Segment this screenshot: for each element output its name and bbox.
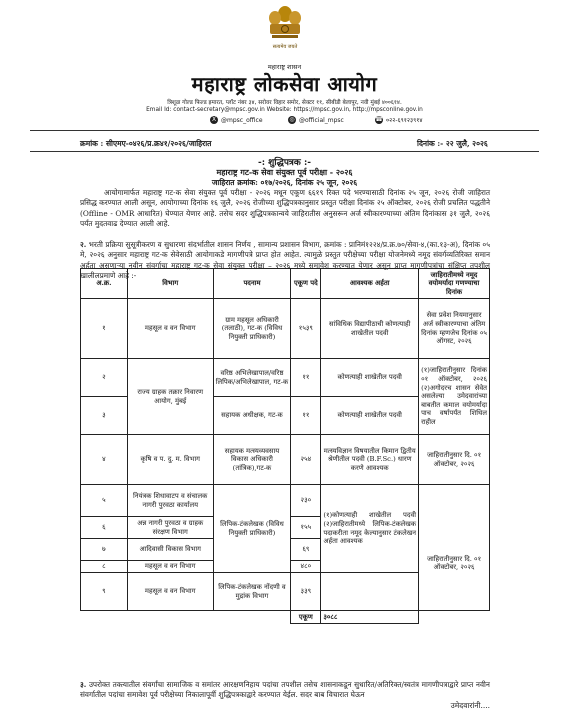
total-value: ३०८८ (321, 611, 419, 624)
cell-count: २३० (291, 485, 321, 517)
reference-date: दिनांक :- २२ जुलै, २०२६ (417, 139, 488, 148)
cell-post: सहायक अधीक्षक, गट-क (213, 397, 291, 435)
cell-department: राज्य ग्राहक तक्रार निवारण आयोग, मुंबई (127, 359, 213, 435)
exam-title: महाराष्ट्र गट-क सेवा संयुक्त पूर्व परीक्षा - २०२६ (216, 167, 353, 177)
cell-department: आदिवासी विकास विभाग (127, 539, 213, 561)
col-header-sr: अ.क्र. (81, 269, 128, 299)
x-twitter-icon: X (211, 116, 217, 123)
cell-qualification (321, 573, 419, 611)
social-x-label: @mpsc_office (221, 116, 263, 124)
reference-number: क्रमांक : सीएमए-०४२६/प्र.क्र४१/२०२६/जाहिरात (80, 139, 212, 148)
cell-department: महसूल व वन विभाग (127, 561, 213, 573)
phone-contact (375, 116, 423, 124)
cell-qualification: मत्स्यविज्ञान विषयातील किमान द्वितीय श्रेणीतील पदवी (B.F.Sc.) धारण करणे आवश्यक (321, 435, 419, 485)
cell-sr: ४ (81, 435, 128, 485)
cell-post: लिपिक-टंकलेखक (विविध नियुक्ती प्राधिकारी) (213, 485, 291, 573)
total-label: एकूण (291, 611, 321, 624)
social-links (0, 116, 569, 126)
cell-age-date: जाहिरातीनुसार दि. ०१ ऑक्टोबर, २०२६ (419, 517, 490, 611)
paragraph-1: आयोगामार्फत महाराष्ट्र गट-क सेवा संयुक्त पूर्व परीक्षा - २०२६ मधून एकूण ६६१९ रिक्त पदे भरण्यासाठी दिनांक २५ जून, २०२६ रोजी जाहिरात प्रसिद्ध करण्यात आली असून, आयोगाच्या दिनांक १६ जुलै, २०२६ रोजीच्या शुद्धिपत्रकानुसार प्रस्तुत परीक्षा दिनांक २५ ऑक्टोबर, २०२६ रोजी प्रचलित पद्धतीने (Offline - OMR आधारित) घेण्यात येणार आहे. तसेच सदर शुद्धिपत्रकान्वये जाहिरातीस अनुसरून अर्ज स्वीकारण्याच्या अंतिम दिनांकास ३१ जुलै, २०२६ पर्यंत मुदतवाढ देण्यात आली आहे. (80, 188, 490, 228)
cell-count: ११ (291, 397, 321, 435)
cell-qualification: (१)कोणत्याही शाखेतील पदवी (२)जाहिरातीमध्ये लिपिक-टंकलेखक पदाकरीता नमूद केल्यानुसार टंकलेखन अर्हता आवश्यक (321, 485, 419, 573)
cell-age-date: सेवा प्रवेश नियमानुसार अर्ज स्वीकारण्याचा अंतिम दिनांक म्हणजेच दिनांक ०५ ऑगस्ट, २०२६ (419, 299, 490, 359)
table-row (81, 359, 490, 397)
col-header-post: पदनाम (213, 269, 291, 299)
cell-sr: ५ (81, 485, 128, 517)
paragraph-3-text: उपरोक्त तक्त्यातील संवर्गांचा सामाजिक व समांतर आरक्षणनिहाय पदांचा तपशील तसेच शासनाकडून सुधारित/अतिरिक्त/स्वतंत्र मागणीपत्राद्वारे प्राप्त नवीन संवर्गातील पदांचा समावेश पूर्व परीक्षेच्या निकालापूर्वी शुद्धिपत्रकाद्वारे करण्यात येईल. सदर बाब विचारात घेऊन (80, 680, 490, 700)
paragraph-3-number: ३. (80, 680, 87, 689)
cell-department: कृषि व प. दु. म. विभाग (127, 435, 213, 485)
cell-sr: १ (81, 299, 128, 359)
cell-post: वरिष्ठ अभिलेखापाल/वरिष्ठ लिपिक/अभिलेखापाल, गट-क (213, 359, 291, 397)
government-emblem-icon (262, 4, 308, 62)
cell-age-date: (१)जाहिरातीनुसार दिनांक ०१ ऑक्टोबर, २०२६ (२)अगोदरच शासन सेवेत असलेल्या उमेदवारांच्या बाबतीत कमाल वयोमर्यादा पाच वर्षापर्यंत शिथिल राहील (419, 359, 490, 435)
cell-qualification: सांविधिक विद्यापीठाची कोणत्याही शाखेतील पदवी (321, 299, 419, 359)
cell-count: ११ (291, 359, 321, 397)
cell-age-date (419, 485, 490, 517)
cell-count: १५३९ (291, 299, 321, 359)
col-header-department: विभाग (127, 269, 213, 299)
cell-count: ३३९ (291, 573, 321, 611)
cell-count: २५४ (291, 435, 321, 485)
office-address: त्रिशूळ गोल्ड फिल्ड इमारत, प्लॉट नंबर ३४, सरोवर विहार समोर, सेक्टर ११, सीबीडी बेलापूर, नवी मुंबई ४००६१४. (167, 100, 402, 106)
cell-sr: ९ (81, 573, 128, 611)
contact-line: Email Id: contact-secretary@mpsc.gov.in Website: https://mpsc.gov.in, http://mpsconline.gov.in (146, 107, 423, 113)
cell-post: ग्राम महसूल अधिकारी (तलाठी), गट-क (विविध नियुक्ती प्राधिकारी) (213, 299, 291, 359)
instagram-icon: ◎ (289, 116, 295, 123)
header-divider (30, 130, 539, 131)
cell-department: महसूल व वन विभाग (127, 573, 213, 611)
cell-count: ६९ (291, 539, 321, 561)
table-header-row (81, 269, 490, 299)
continuation-text: उमेदवारांनी.... (450, 701, 490, 710)
cell-post: सहायक मत्स्यव्यवसाय विकास अधिकारी (तांत्रिक),गट-क (213, 435, 291, 485)
social-x[interactable] (210, 116, 263, 124)
corrigendum-title: -: शुद्धिपत्रक :- (257, 158, 312, 168)
issuing-government: महाराष्ट्र शासन (267, 63, 302, 71)
cell-count: ४८० (291, 561, 321, 573)
cell-department: महसूल व वन विभाग (127, 299, 213, 359)
cell-count: १५५ (291, 517, 321, 539)
cell-qualification: कोणत्याही शाखेतील पदवी (321, 397, 419, 435)
vacancy-table (80, 268, 490, 624)
table-total-row (81, 611, 490, 624)
cell-sr: ८ (81, 561, 128, 573)
organization-title: महाराष्ट्र लोकसेवा आयोग (191, 72, 378, 96)
cell-department: नियंत्रक शिधावाटप व संचालक नागरी पुरवठा कार्यालय (127, 485, 213, 517)
reference-divider (30, 151, 539, 152)
table-row (81, 299, 490, 359)
cell-sr: ७ (81, 539, 128, 561)
cell-age-date: जाहिरातीनुसार दि. ०१ ऑक्टोबर, २०२६ (419, 435, 490, 485)
paragraph-2-text: भरती प्रक्रिया सुसूत्रीकरण व सुधारणा संदर्भातील शासन निर्णय , सामान्य प्रशासन विभाग, क्रमांक : प्रानिमं१२२४/प्र.क्र.७०/सेवा-४,(का.१३-अ), दिनांक ०५ मे, २०२६ अनुसार महाराष्ट्र गट-क सेवेसाठी आयोगाकडे मागणीपत्रे प्राप्त होत आहेत. त्यामुळे प्रस्तुत परीक्षेच्या परीक्षा योजनेमध्ये नमूद संवर्गव्यतिरिक्त समान अर्हता असणाऱ्या नवीन संवर्गाचा महाराष्ट्र गट-क सेवा संयुक्त परीक्षा – २०२६ मध्ये समावेश करण्यात येणार असून प्राप्त मागणीपत्रांचा संक्षिप्त तपशील खालीलप्रमाणे आहे :- (80, 240, 490, 280)
paragraph-3 (80, 680, 490, 701)
col-header-qualification: आवश्यक अर्हता (321, 269, 419, 299)
phone-number: ०२२-६९१२३९१४ (386, 117, 423, 124)
advertisement-number: जाहिरात क्रमांक: ०१७/२०२६, दिनांक २५ जून, २०२६ (211, 178, 358, 187)
cell-qualification: कोणत्याही शाखेतील पदवी (321, 359, 419, 397)
table-row (81, 485, 490, 517)
svg-text:सत्यमेव जयते: सत्यमेव जयते (272, 44, 298, 50)
col-header-age-date: जाहिरातीमध्ये नमूद वयोमर्यादा गणण्याचा दिनांक (419, 269, 490, 299)
paragraph-2-number: २. (80, 240, 87, 249)
cell-sr: ३ (81, 397, 128, 435)
table-row (81, 435, 490, 485)
social-instagram-label: @official_mpsc (299, 116, 344, 124)
social-instagram[interactable] (288, 116, 344, 124)
cell-sr: २ (81, 359, 128, 397)
cell-department: अन्न नागरी पुरवठा व ग्राहक संरक्षण विभाग (127, 517, 213, 539)
phone-icon: ☎ (375, 116, 383, 123)
cell-post: लिपिक-टंकलेखक नोंदणी व मुद्रांक विभाग (213, 573, 291, 611)
cell-sr: ६ (81, 517, 128, 539)
col-header-count: एकूण पदे (291, 269, 321, 299)
